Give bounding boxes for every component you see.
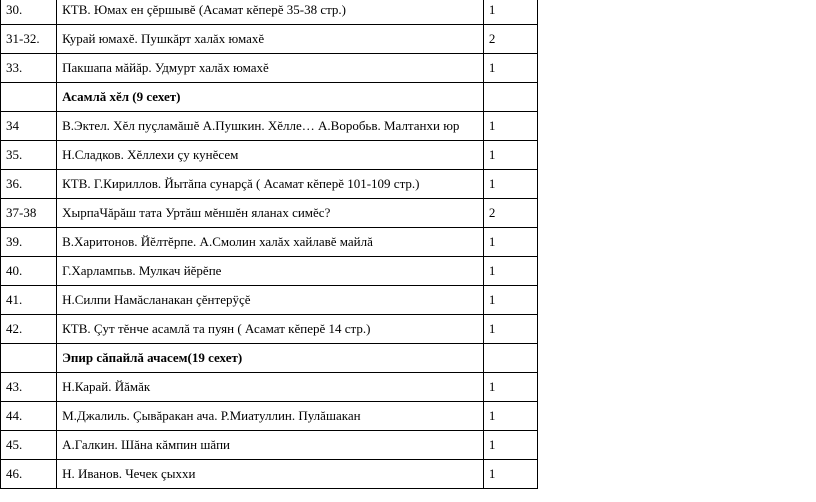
lesson-number-cell: 35. [1,141,57,170]
lesson-hours-cell: 1 [483,286,537,315]
lesson-number-cell: 45. [1,431,57,460]
lesson-number-cell: 36. [1,170,57,199]
section-title-cell: Эпир сăпайлă ачасем(19 сехет) [57,344,484,373]
lesson-number-cell: 37-38 [1,199,57,228]
lesson-row [1,286,538,315]
lesson-row [1,402,538,431]
lesson-topic-cell: КТВ. Г.Кириллов. Йытăпа сунарçă ( Асамат кĕперĕ 101-109 стр.) [57,170,484,199]
lesson-topic-cell: В.Харитонов. Йĕлтĕрпе. А.Смолин халăх хайлавĕ майлă [57,228,484,257]
lesson-topic-cell: В.Эктел. Хĕл пуçламăшĕ А.Пушкин. Хĕлле… А.Воробьв. Малтанхи юр [57,112,484,141]
lesson-number-cell: 43. [1,373,57,402]
lesson-hours-cell: 2 [483,199,537,228]
lesson-hours-cell: 1 [483,257,537,286]
lesson-hours-cell: 1 [483,141,537,170]
lesson-row [1,112,538,141]
lesson-row [1,170,538,199]
lesson-number-cell [1,344,57,373]
lesson-hours-cell: 1 [483,431,537,460]
lesson-topic-cell: КТВ. Çут тĕнче асамлă та пуян ( Асамат кĕперĕ 14 стр.) [57,315,484,344]
lesson-row [1,257,538,286]
lesson-number-cell [1,83,57,112]
lesson-topic-cell: А.Галкин. Шăна кăмпин шăпи [57,431,484,460]
lesson-hours-cell [483,344,537,373]
lesson-number-cell: 41. [1,286,57,315]
lesson-row [1,460,538,489]
lesson-topic-cell: Г.Харлампьв. Мулкач йĕрĕпе [57,257,484,286]
lesson-number-cell: 40. [1,257,57,286]
lesson-topic-cell: М.Джалиль. Çывăракан ача. Р.Миатуллин. Пулăшакан [57,402,484,431]
lesson-topic-cell: Н. Иванов. Чечек çыххи [57,460,484,489]
lesson-row [1,54,538,83]
lesson-row [1,141,538,170]
lesson-hours-cell: 2 [483,25,537,54]
lesson-hours-cell: 1 [483,0,537,25]
lesson-topic-cell: Н.Силпи Намăсланакан çĕнтерÿçĕ [57,286,484,315]
lesson-topic-cell: ХырпаЧăрăш тата Уртăш мĕншĕн яланах симĕс? [57,199,484,228]
lesson-hours-cell: 1 [483,315,537,344]
lesson-hours-cell: 1 [483,460,537,489]
lesson-plan-body [1,0,538,489]
lesson-number-cell: 44. [1,402,57,431]
lesson-row [1,199,538,228]
lesson-number-cell: 34 [1,112,57,141]
lesson-number-cell: 46. [1,460,57,489]
lesson-row [1,315,538,344]
lesson-hours-cell: 1 [483,373,537,402]
lesson-number-cell: 31-32. [1,25,57,54]
lesson-hours-cell [483,83,537,112]
section-heading-row [1,344,538,373]
lesson-topic-cell: КТВ. Юмах ен çĕршывĕ (Асамат кĕперĕ 35-38 стр.) [57,0,484,25]
lesson-hours-cell: 1 [483,54,537,83]
lesson-row [1,25,538,54]
lesson-number-cell: 33. [1,54,57,83]
lesson-number-cell: 30. [1,0,57,25]
lesson-hours-cell: 1 [483,402,537,431]
section-heading-row [1,83,538,112]
lesson-row [1,0,538,25]
lesson-row [1,373,538,402]
lesson-topic-cell: Пакшапа мăйăр. Удмурт халăх юмахĕ [57,54,484,83]
lesson-hours-cell: 1 [483,112,537,141]
lesson-number-cell: 42. [1,315,57,344]
lesson-topic-cell: Н.Карай. Йăмăк [57,373,484,402]
lesson-hours-cell: 1 [483,228,537,257]
lesson-topic-cell: Н.Сладков. Хĕллехи çу кунĕсем [57,141,484,170]
section-title-cell: Асамлă хĕл (9 сехет) [57,83,484,112]
lesson-topic-cell: Курай юмахĕ. Пушкăрт халăх юмахĕ [57,25,484,54]
lesson-row [1,431,538,460]
lesson-number-cell: 39. [1,228,57,257]
lesson-hours-cell: 1 [483,170,537,199]
lesson-row [1,228,538,257]
